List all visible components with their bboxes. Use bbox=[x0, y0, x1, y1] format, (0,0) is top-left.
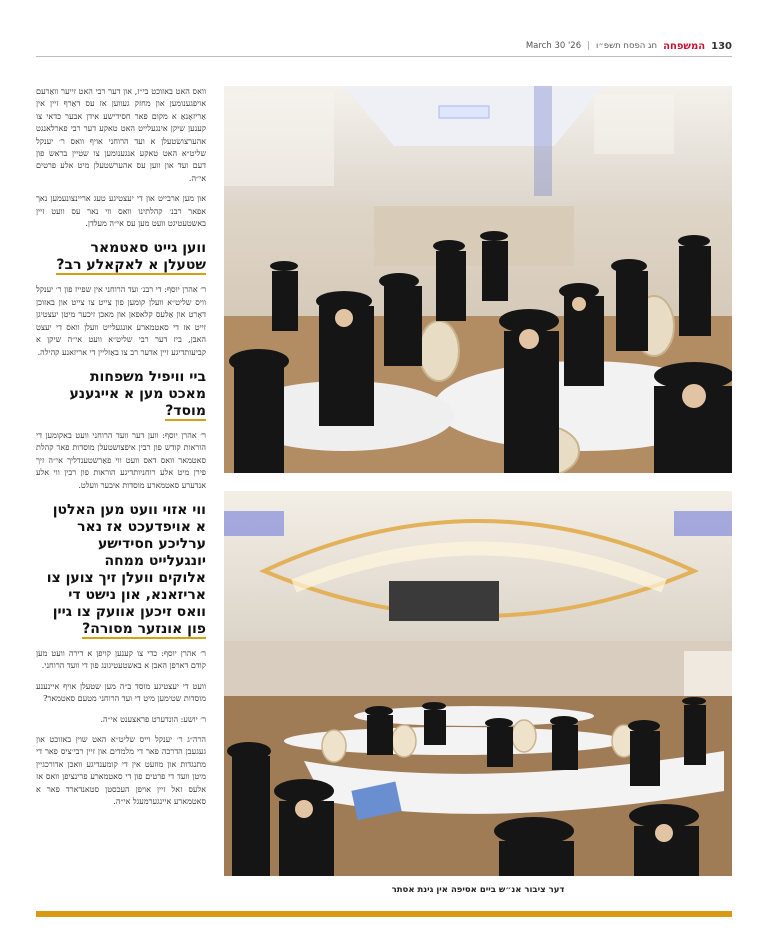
hall-photo-illustration bbox=[224, 86, 732, 473]
heading-line: פון אונזער מסורה? bbox=[82, 620, 206, 637]
heading-line: אריזאנא, און נישט די bbox=[68, 586, 206, 603]
article-paragraph: ר׳ אהרן יוסף: כדי צו קענען קויפן א דירה וועט מען קודם דארפן האבן א באשטעטיגונג פון די וועד הרוחני. bbox=[36, 648, 206, 671]
page-number: 130 bbox=[711, 40, 732, 52]
heading-line: ביי וויפיל משפחות bbox=[89, 368, 206, 385]
section-heading bbox=[36, 240, 206, 274]
issue-date: March 30 '26 bbox=[525, 41, 582, 51]
article-paragraph: וועט די יעצטיגע מוסד ב״ה מען שטעלן אויף איינענע מוסדות שטימען מיט די ועד הרוחני מטעם סאטמאר? bbox=[36, 681, 206, 704]
ballroom-photo-illustration bbox=[224, 491, 732, 876]
heading-line: מוסד? bbox=[165, 402, 206, 419]
heading-line: ווען גייט סאטמאר bbox=[90, 240, 206, 257]
heading-line: ווי אזוי וועט מען האלטן bbox=[52, 501, 206, 518]
heading-line: א אויפדעכט אז נאר bbox=[77, 518, 206, 535]
article-paragraph: הרה״ג ר׳ יענקל וייס שליט״א האט שוין באזוכט און געגעבן הדרכה פאר די מלמדים און זיין רבי׳ציס פאר די מתנגדות און מוזעט אין די קומענדיגע וואכן אדורכגיין מיטן וועד די פרטים פון די סאטמארע פרינציפן וואס אז אלעס זאל זיין אויפן העכסטן סטאנדארד פאר א סאטמארע איינגערמעגל אי״ה. bbox=[36, 734, 206, 806]
header-divider bbox=[36, 56, 732, 57]
heading-line: אלוקים וועלן זיך צוען צו bbox=[46, 569, 206, 586]
heading-line: מאכט מען א אייגענע bbox=[69, 385, 206, 402]
footer-accent-bar bbox=[36, 911, 732, 917]
article-paragraph: ר׳ יושע: הונדערט פראצענט אי״ה. bbox=[100, 714, 206, 724]
event-photo-top bbox=[224, 86, 732, 473]
article-column bbox=[36, 86, 206, 881]
article-paragraph: און מען ארבייט און די יעצטיגע טעג אריינצונעמען נאך אפאר רבנ׳ קהלתינו וואס ווי נאר עס וועט זיין באשטעטיגט וועט מען עס אי״ה מעלדן. bbox=[36, 194, 206, 229]
article-paragraph: ר׳ אהרן יוסף: ווען דער וועד הרוחני וועט באקומען די הוראות קודש פון רבין איפצושטעלן מוסדות פאר קהלת סאטמאר וואס דאס וועט ווי פאַרשטענדליך אי״ה זיך פירן מיט אלע רוחניותדיגע הוראות פון רבין ווי אלע אנדערע סאטמארע מוסדות איבער וועלט. bbox=[36, 430, 206, 490]
issue-label: חג הפסח תשפ״ו bbox=[596, 41, 658, 51]
heading-line: ערליכע חסידישע bbox=[97, 535, 206, 552]
heading-line: שטעלן א לאקאלע רב? bbox=[56, 257, 206, 274]
article-paragraph: ר׳ אהרן יוסף: די רבנ׳ ועד הרוחני אין שפייז פון ר׳ יענקל וויס שליט״א וועלן קומען פון צייט צו צייט און באזוכן דאָרט און אַלעס קלאפאן און מאכן זיכער מיטן יעצטיגן זייט אז די סאטמארע אונגעלייט וועלן וואס די יעצט האבן, ביז דער רבי שליט״א וועט אי״ה שיקן א קביעותדיגע זיין אדער רב צו באַזליין די אריזאנע קהילה. bbox=[36, 285, 206, 357]
event-photo-bottom bbox=[224, 491, 732, 876]
heading-line: יונגעלייט ממחה bbox=[104, 552, 206, 569]
section-heading bbox=[36, 502, 206, 638]
magazine-logo: המשפחה bbox=[663, 40, 706, 52]
heading-line: וואס זיכען אוועק צו גיין bbox=[52, 603, 206, 620]
page-header bbox=[525, 38, 732, 54]
header-separator: | bbox=[587, 41, 590, 51]
photo-caption: דער ציבור אנ״ש ביים אסיפה אין גינת אסתר bbox=[391, 885, 565, 895]
section-heading bbox=[36, 369, 206, 420]
article-paragraph: וואס האט באזוכט בי״ז, און דער רבי האט זייער וואַרעם אויפגענומען און מחזק געווען אז עס דאַרף זיין אין אַריזאָנאַ א מקום פאר חסידישע אידן אבער כדאי צו קענען שיקן אינגעלייט האט טאקע דער רבי פארלאנגט אהערצושטעלן א ועד הרוחני אויף וואס ר׳ יענקל שליט״א האט טאקע אנגענומען צו שטיין בראש פון דעם ועד און ווען עס אהערשטעלן מיט אלע פרטים אי״ה. bbox=[36, 87, 206, 183]
